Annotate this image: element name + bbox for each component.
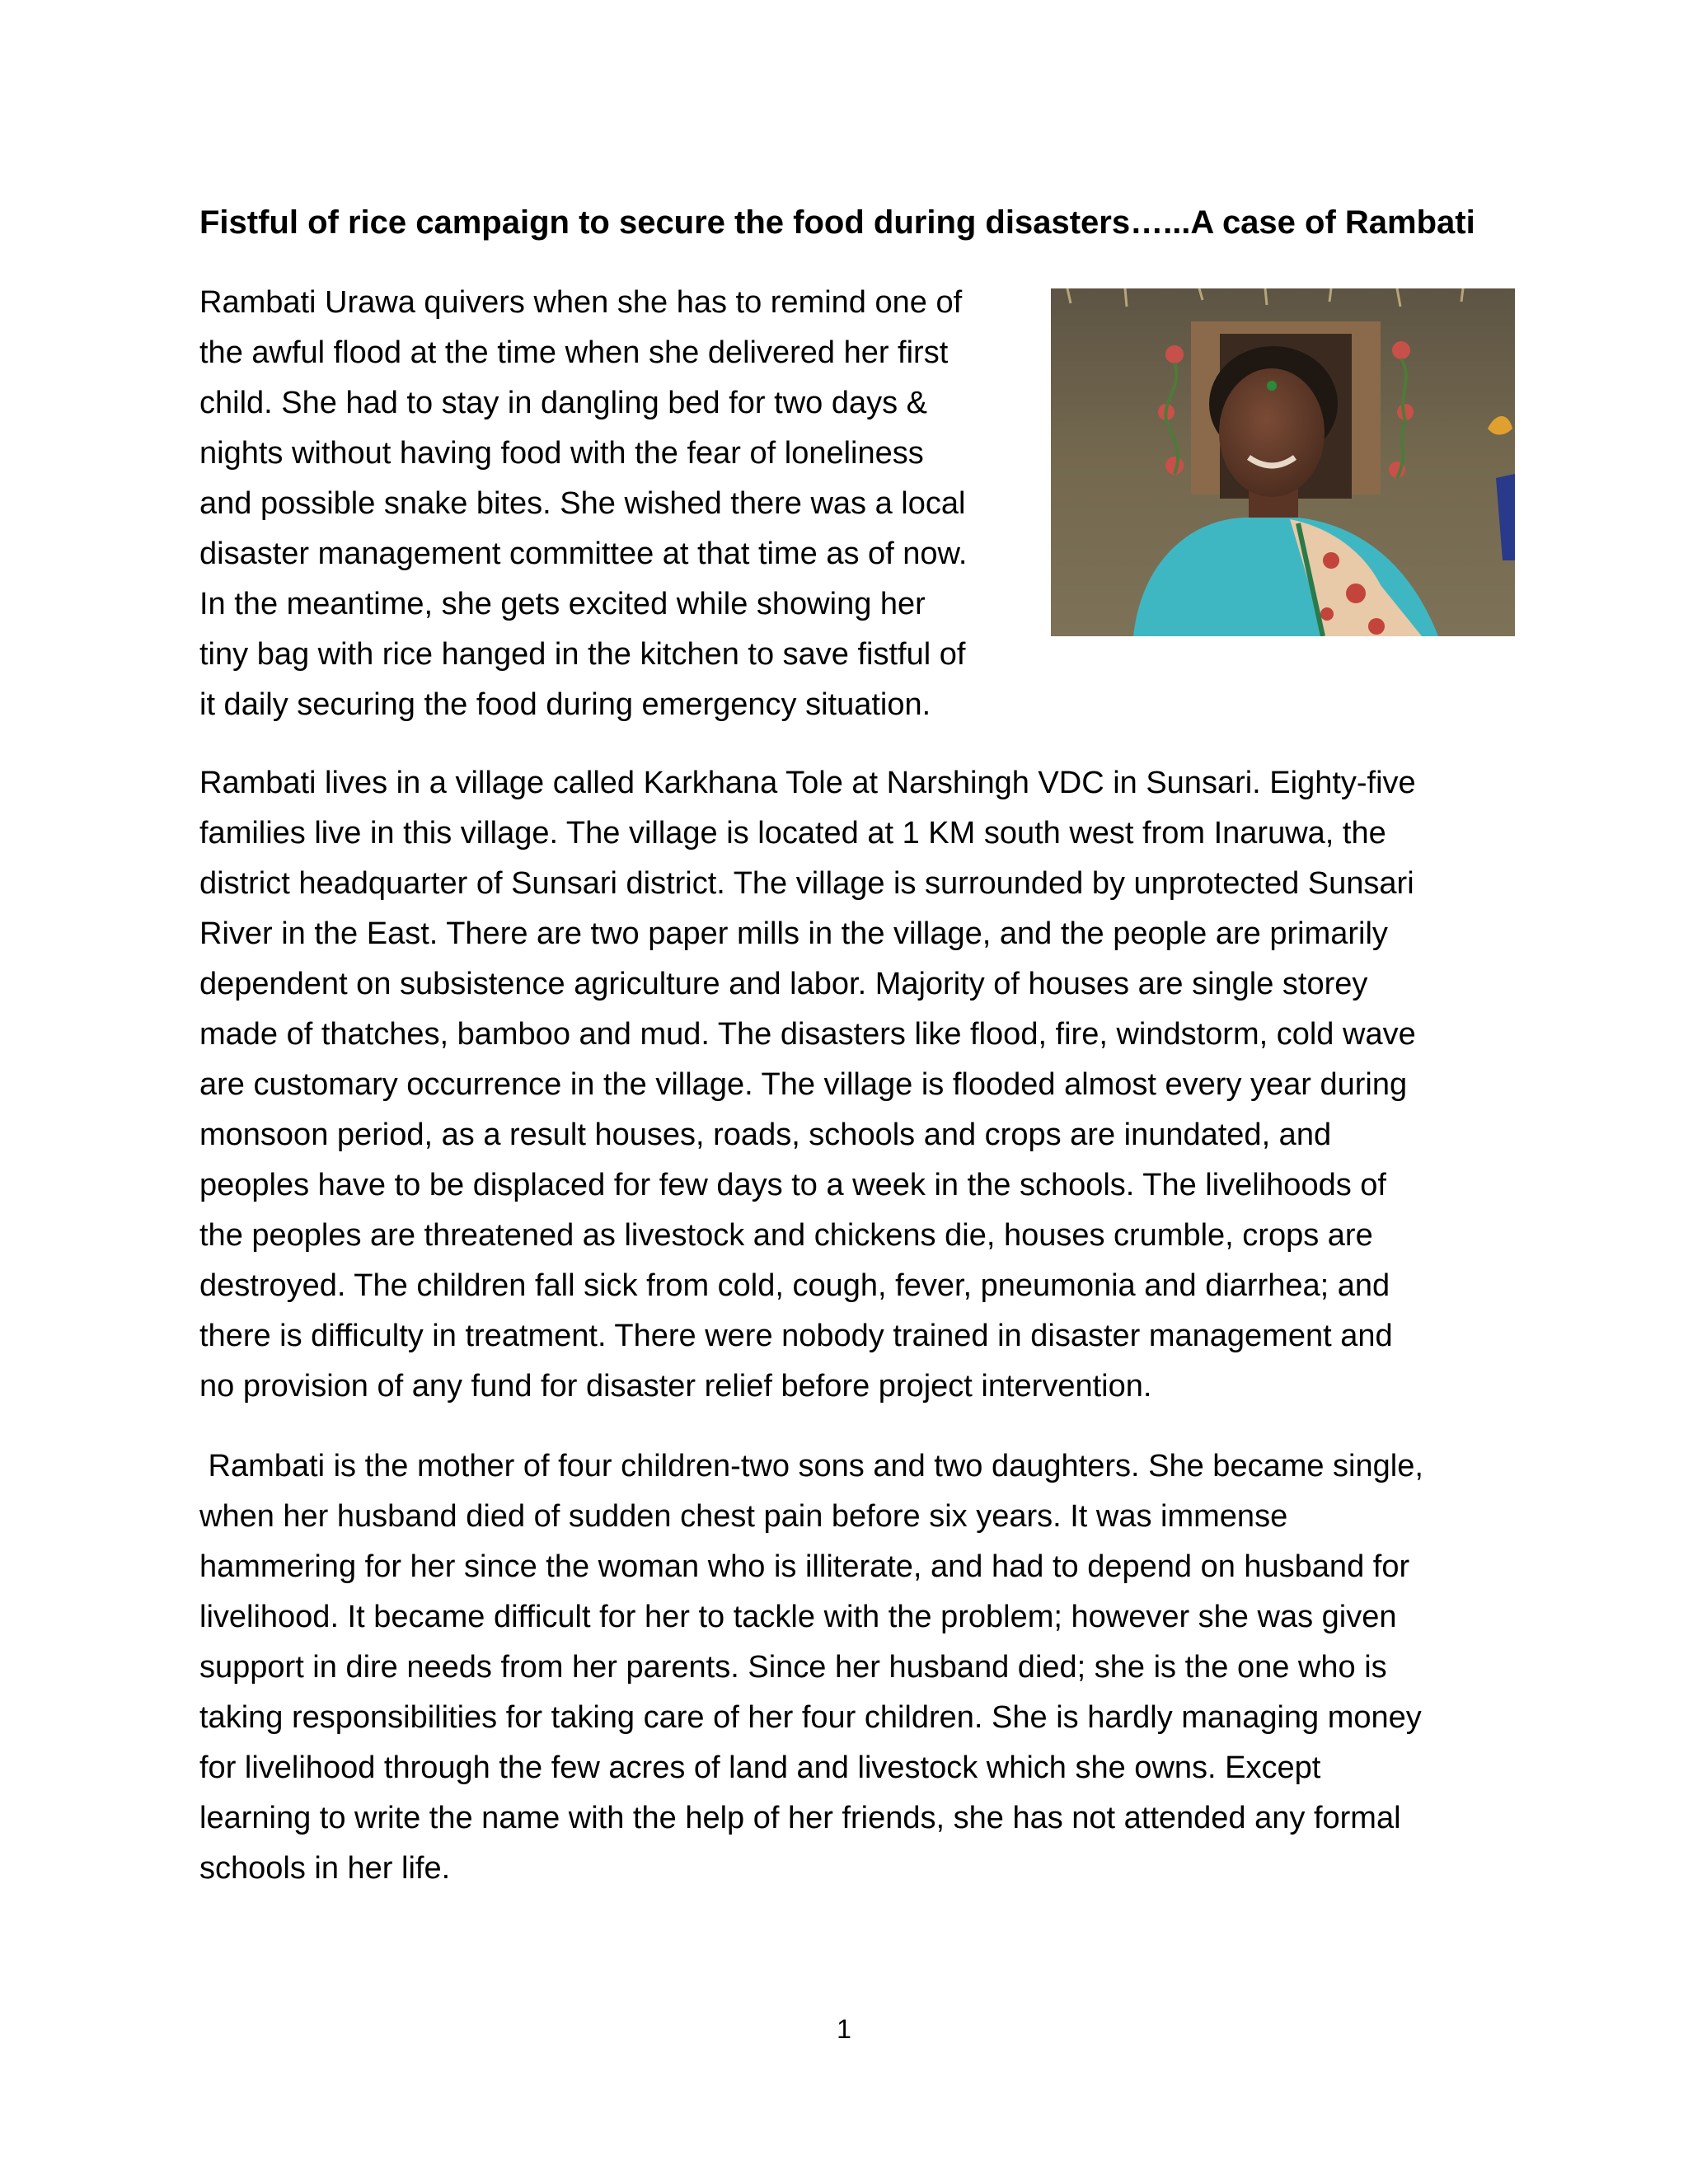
paragraph-line: dependent on subsistence agriculture and labor. Majority of houses are single storey xyxy=(199,967,1368,1001)
paragraph-line: made of thatches, bamboo and mud. The disasters like flood, fire, windstorm, cold wave xyxy=(199,1017,1416,1052)
paragraph-line: tiny bag with rice hanged in the kitchen to save fistful of xyxy=(199,637,966,672)
paragraph-line: disaster management committee at that time as of now. xyxy=(199,537,968,571)
paragraph-line: schools in her life. xyxy=(199,1851,451,1886)
paragraph-line: destroyed. The children fall sick from cold, cough, fever, pneumonia and diarrhea; and xyxy=(199,1268,1390,1303)
paragraph-line: no provision of any fund for disaster relief before project intervention. xyxy=(199,1369,1152,1404)
paragraph-line: are customary occurrence in the village. The village is flooded almost every year during xyxy=(199,1067,1408,1102)
paragraph-line: In the meantime, she gets excited while showing her xyxy=(199,587,926,621)
paragraph-line: River in the East. There are two paper mills in the village, and the people are primarily xyxy=(199,916,1388,951)
paragraph-line: the awful flood at the time when she delivered her first xyxy=(199,335,949,370)
paragraph-line: and possible snake bites. She wished there was a local xyxy=(199,486,966,521)
paragraph-line: Rambati lives in a village called Karkhana Tole at Narshingh VDC in Sunsari. Eighty-five xyxy=(199,766,1416,800)
paragraph-intro xyxy=(199,278,1032,730)
paragraph-line: for livelihood through the few acres of land and livestock which she owns. Except xyxy=(199,1750,1321,1785)
paragraph-line: nights without having food with the fear of loneliness xyxy=(199,436,924,471)
paragraph-line: when her husband died of sudden chest pain before six years. It was immense xyxy=(199,1499,1288,1534)
paragraph-line: Rambati Urawa quivers when she has to remind one of xyxy=(199,285,963,320)
paragraph-line: support in dire needs from her parents. Since her husband died; she is the one who is xyxy=(199,1650,1387,1685)
paragraph-village xyxy=(199,758,1506,1412)
paragraph-line: it daily securing the food during emergency situation. xyxy=(199,687,931,722)
paragraph-line: district headquarter of Sunsari district. The village is surrounded by unprotected Sunsari xyxy=(199,866,1414,901)
paragraph-line: learning to write the name with the help of her friends, she has not attended any formal xyxy=(199,1801,1401,1835)
paragraph-line: families live in this village. The village is located at 1 KM south west from Inaruwa, the xyxy=(199,816,1386,851)
paragraph-line: child. She had to stay in dangling bed for two days & xyxy=(199,386,927,420)
paragraph-line: hammering for her since the woman who is illiterate, and had to depend on husband for xyxy=(199,1549,1410,1584)
paragraph-line: monsoon period, as a result houses, roads, schools and crops are inundated, and xyxy=(199,1118,1332,1152)
paragraph-line: the peoples are threatened as livestock and chickens die, houses crumble, crops are xyxy=(199,1218,1373,1253)
paragraph-family xyxy=(199,1441,1506,1894)
paragraph-line: Rambati is the mother of four children-two sons and two daughters. She became single, xyxy=(199,1449,1423,1483)
paragraph-line: peoples have to be displaced for few days to a week in the schools. The livelihoods of xyxy=(199,1168,1386,1202)
paragraph-line: there is difficulty in treatment. There were nobody trained in disaster management and xyxy=(199,1319,1393,1353)
paragraph-line: livelihood. It became difficult for her to tackle with the problem; however she was given xyxy=(199,1600,1397,1634)
paragraph-line: taking responsibilities for taking care of her four children. She is hardly managing money xyxy=(199,1700,1422,1735)
portrait-photo xyxy=(1051,288,1515,636)
page-number: 1 xyxy=(837,2014,851,2044)
document-title: Fistful of rice campaign to secure the food during disasters…...A case of Rambati xyxy=(199,204,1475,241)
